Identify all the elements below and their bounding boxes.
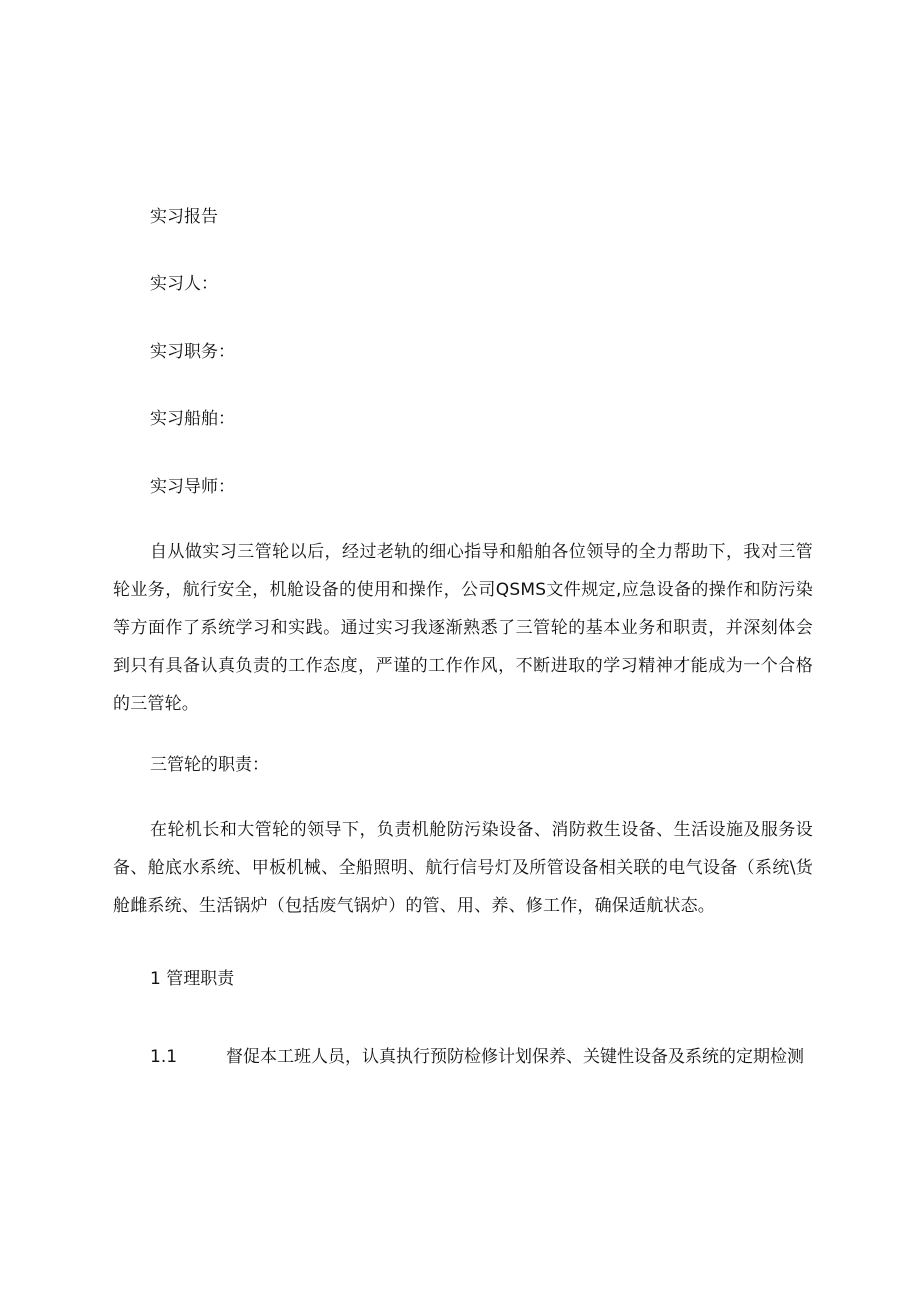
duties-paragraph: 在轮机长和大管轮的领导下，负责机舱防污染设备、消防救生设备、生活设施及服务设备、舱底水系统、甲板机械、全船照明、航行信号灯及所管设备相关联的电气设备（系统\货舱雌系统、生活锅炉（包括废气锅炉）的管、用、养、修工作，确保适航状态。 (113, 820, 813, 916)
section1-heading: 1 管理职责 (150, 969, 235, 989)
report-title: 实习报告 (150, 207, 218, 227)
item-text: 督促本工班人员，认真执行预防检修计划保养、关键性设备及系统的定期检测 (226, 1047, 804, 1067)
duties-heading: 三管轮的职责： (150, 755, 269, 775)
item-number: 1.1 (150, 1047, 178, 1067)
intern-label: 实习人： (150, 274, 218, 294)
position-label: 实习职务： (150, 342, 235, 362)
intro-paragraph: 自从做实习三管轮以后，经过老轨的细心指导和船舶各位领导的全力帮助下，我对三管轮业务，航行安全，机舱设备的使用和操作，公司QSMS文件规定,应急设备的操作和防污染等方面作了系统学习和实践。通过实习我逐渐熟悉了三管轮的基本业务和职责，并深刻体会到只有具备认真负责的工作态度，严谨的工作作风，不断进取的学习精神才能成为一个合格的三管轮。 (113, 542, 813, 714)
ship-label: 实习船舶： (150, 409, 235, 429)
mentor-label: 实习导师： (150, 477, 235, 497)
